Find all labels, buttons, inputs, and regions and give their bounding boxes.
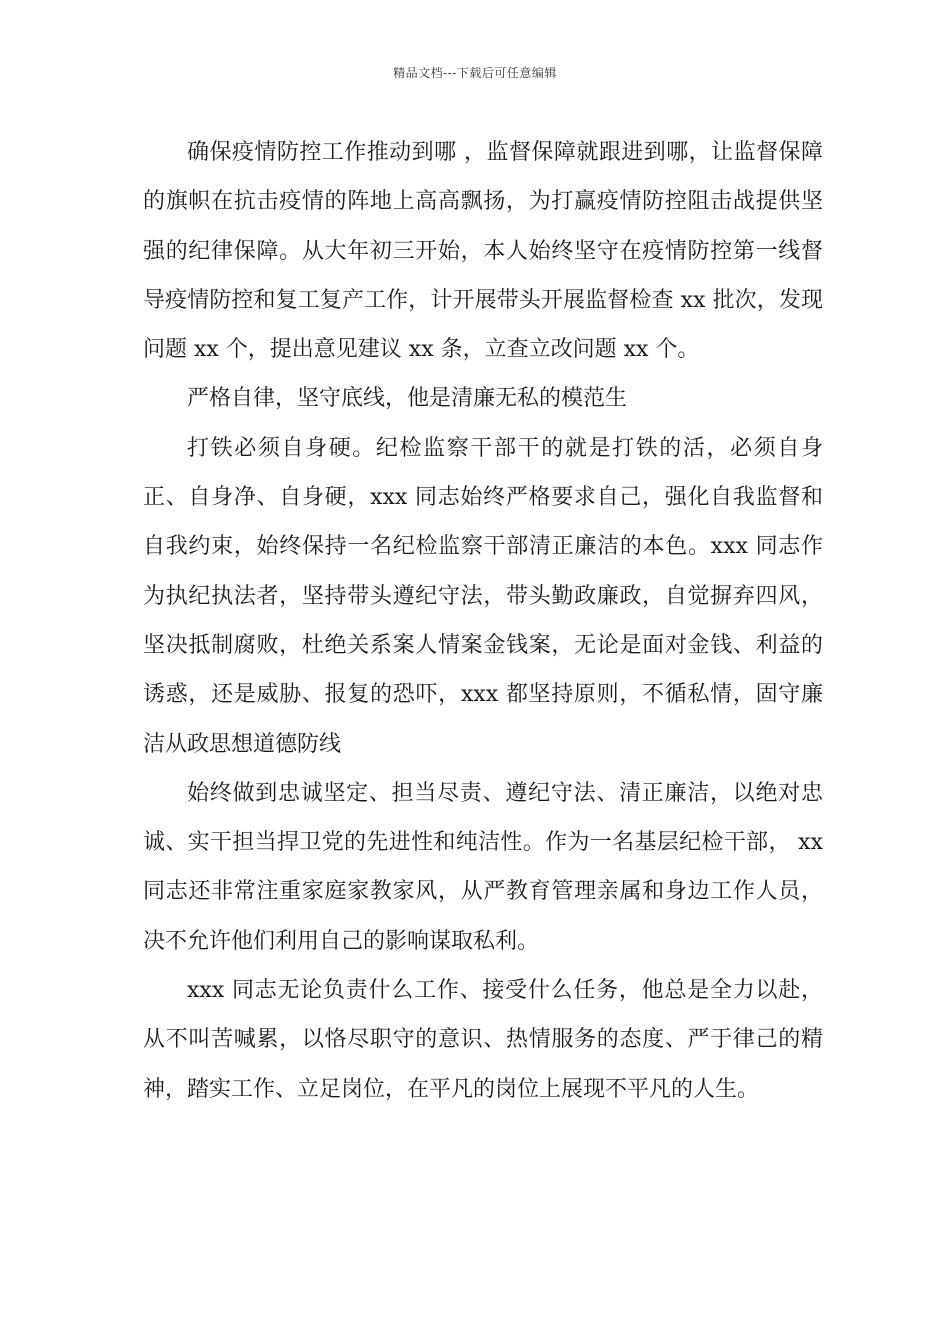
- paragraph-supervision-guarantee: 确保疫情防控工作推动到哪 ，监督保障就跟进到哪，让监督保障的旗帜在抗击疫情的阵地上高高飘扬，为打赢疫情防控阻击战提供坚强的纪律保障。从大年初三开始，本人始终坚守在疫情防控第一线督导疫情防控和复工复产工作，计开展带头开展监督检查 xx 批次，发现问题 xx 个，提出意见建议 xx 条，立查立改问题 xx 个。: [143, 140, 823, 363]
- paragraph-loyalty: 始终做到忠诚坚定、担当尽责、遵纪守法、清正廉洁，以绝对忠诚、实干担当捍卫党的先进性和纯洁性。作为一名基层纪检干部， xx 同志还非常注重家庭家教家风，从严教育管理亲属和身边工作人员，决不允许他们利用自己的影响谋取私利。: [143, 780, 823, 954]
- section-heading-self-discipline: 严格自律，坚守底线，他是清廉无私的模范生: [187, 386, 628, 412]
- paragraph-integrity: 打铁必须自身硬。纪检监察干部干的就是打铁的活，必须自身正、自身净、自身硬，xxx 同志始终严格要求自己，强化自我监督和自我约束，始终保持一名纪检监察干部清正廉洁的本色。xxx 同志作为执纪执法者，坚持带头遵纪守法，带头勤政廉政，自觉摒弃四风，坚决抵制腐败，杜绝关系案人情案金钱案，无论是面对金钱、利益的诱惑，还是威胁、报复的恐吓，xxx 都坚持原则，不循私情，固守廉洁从政思想道德防线: [143, 435, 823, 757]
- paragraph-dedication: xxx 同志无论负责什么工作、接受什么任务，他总是全力以赴，从不叫苦喊累，以恪尽职守的意识、热情服务的态度、严于律己的精神，踏实工作、立足岗位，在平凡的岗位上展现不平凡的人生。: [143, 978, 823, 1102]
- page-header: 精品文档---下载后可任意编辑: [393, 66, 557, 80]
- document-body: [143, 128, 823, 1114]
